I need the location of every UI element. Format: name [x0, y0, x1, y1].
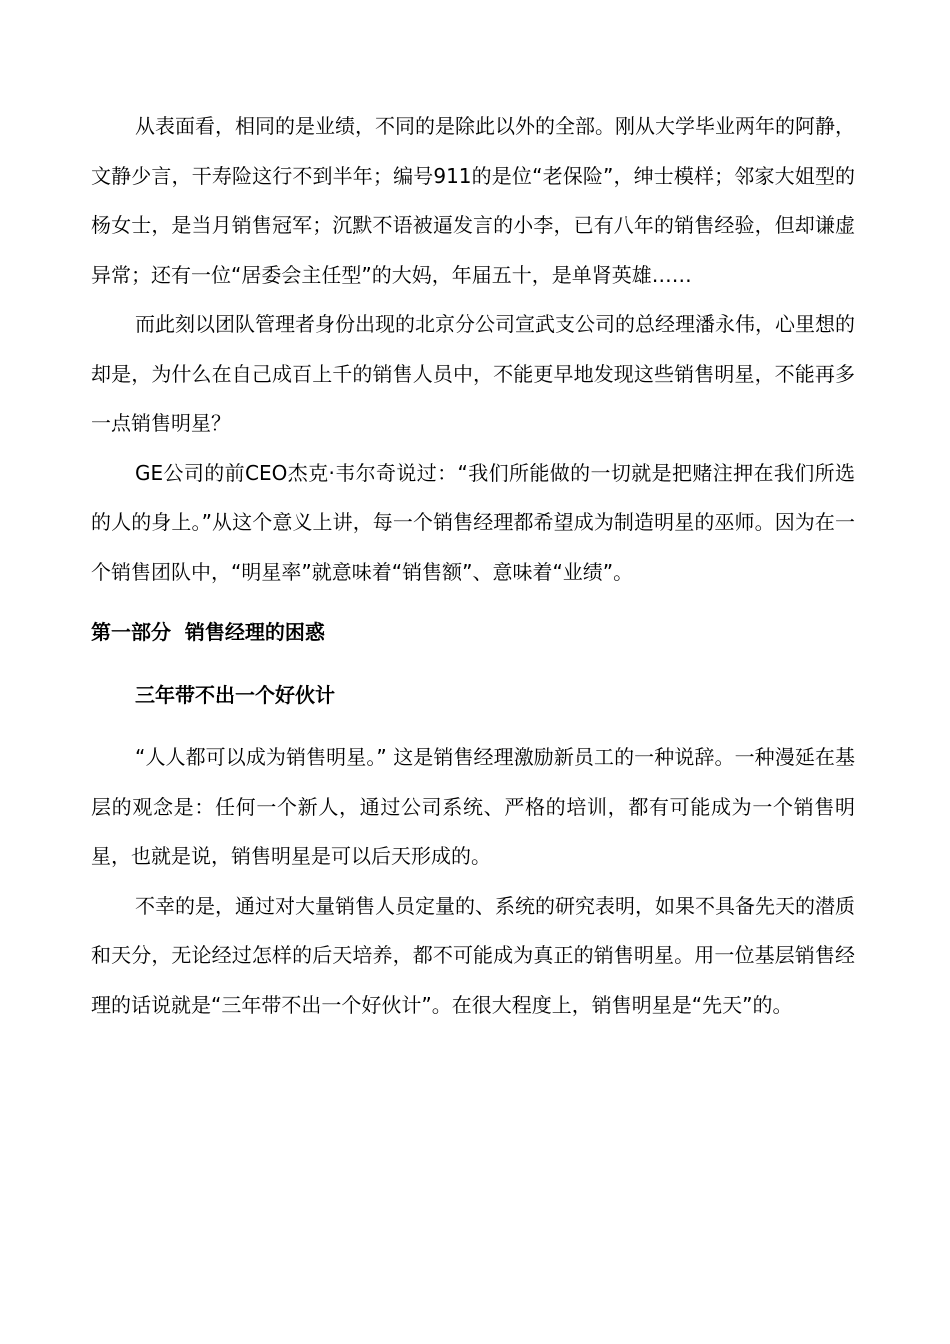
section-heading: 第一部分 销售经理的困惑 [91, 620, 325, 644]
paragraph-section-1: “人人都可以成为销售明星。” 这是销售经理激励新员工的一种说辞。一种漫延在基层的观念是：任何一个新人，通过公司系统、严格的培训，都有可能成为一个销售明星，也就是说，销售明星是可以后天形成的。 [91, 745, 855, 868]
document-body [91, 102, 855, 1030]
paragraph-intro-3: GE公司的前CEO杰克·韦尔奇说过：“我们所能做的一切就是把赌注押在我们所选的人的身上。”从这个意义上讲，每一个销售经理都希望成为制造明星的巫师。因为在一个销售团队中，“明星率”就意味着“销售额”、意味着“业绩”。 [91, 460, 855, 584]
paragraph-intro-2: 而此刻以团队管理者身份出现的北京分公司宣武支公司的总经理潘永伟，心里想的却是，为什么在自己成百上千的销售人员中，不能更早地发现这些销售明星，不能再多一点销售明星？ [91, 312, 855, 435]
paragraph-section-2: 不幸的是，通过对大量销售人员定量的、系统的研究表明，如果不具备先天的潜质和天分，无论经过怎样的后天培养，都不可能成为真正的销售明星。用一位基层销售经理的话说就是“三年带不出一个好伙计”。在很大程度上，销售明星是“先天”的。 [91, 893, 855, 1017]
subsection-heading: 三年带不出一个好伙计 [135, 682, 335, 707]
paragraph-intro-1: 从表面看，相同的是业绩，不同的是除此以外的全部。刚从大学毕业两年的阿静，文静少言，干寿险这行不到半年；编号911的是位“老保险”，绅士模样；邻家大姐型的杨女士，是当月销售冠军；沉默不语被逼发言的小李，已有八年的销售经验，但却谦虚异常；还有一位“居委会主任型”的大妈，年届五十，是单肾英雄…… [91, 114, 855, 287]
